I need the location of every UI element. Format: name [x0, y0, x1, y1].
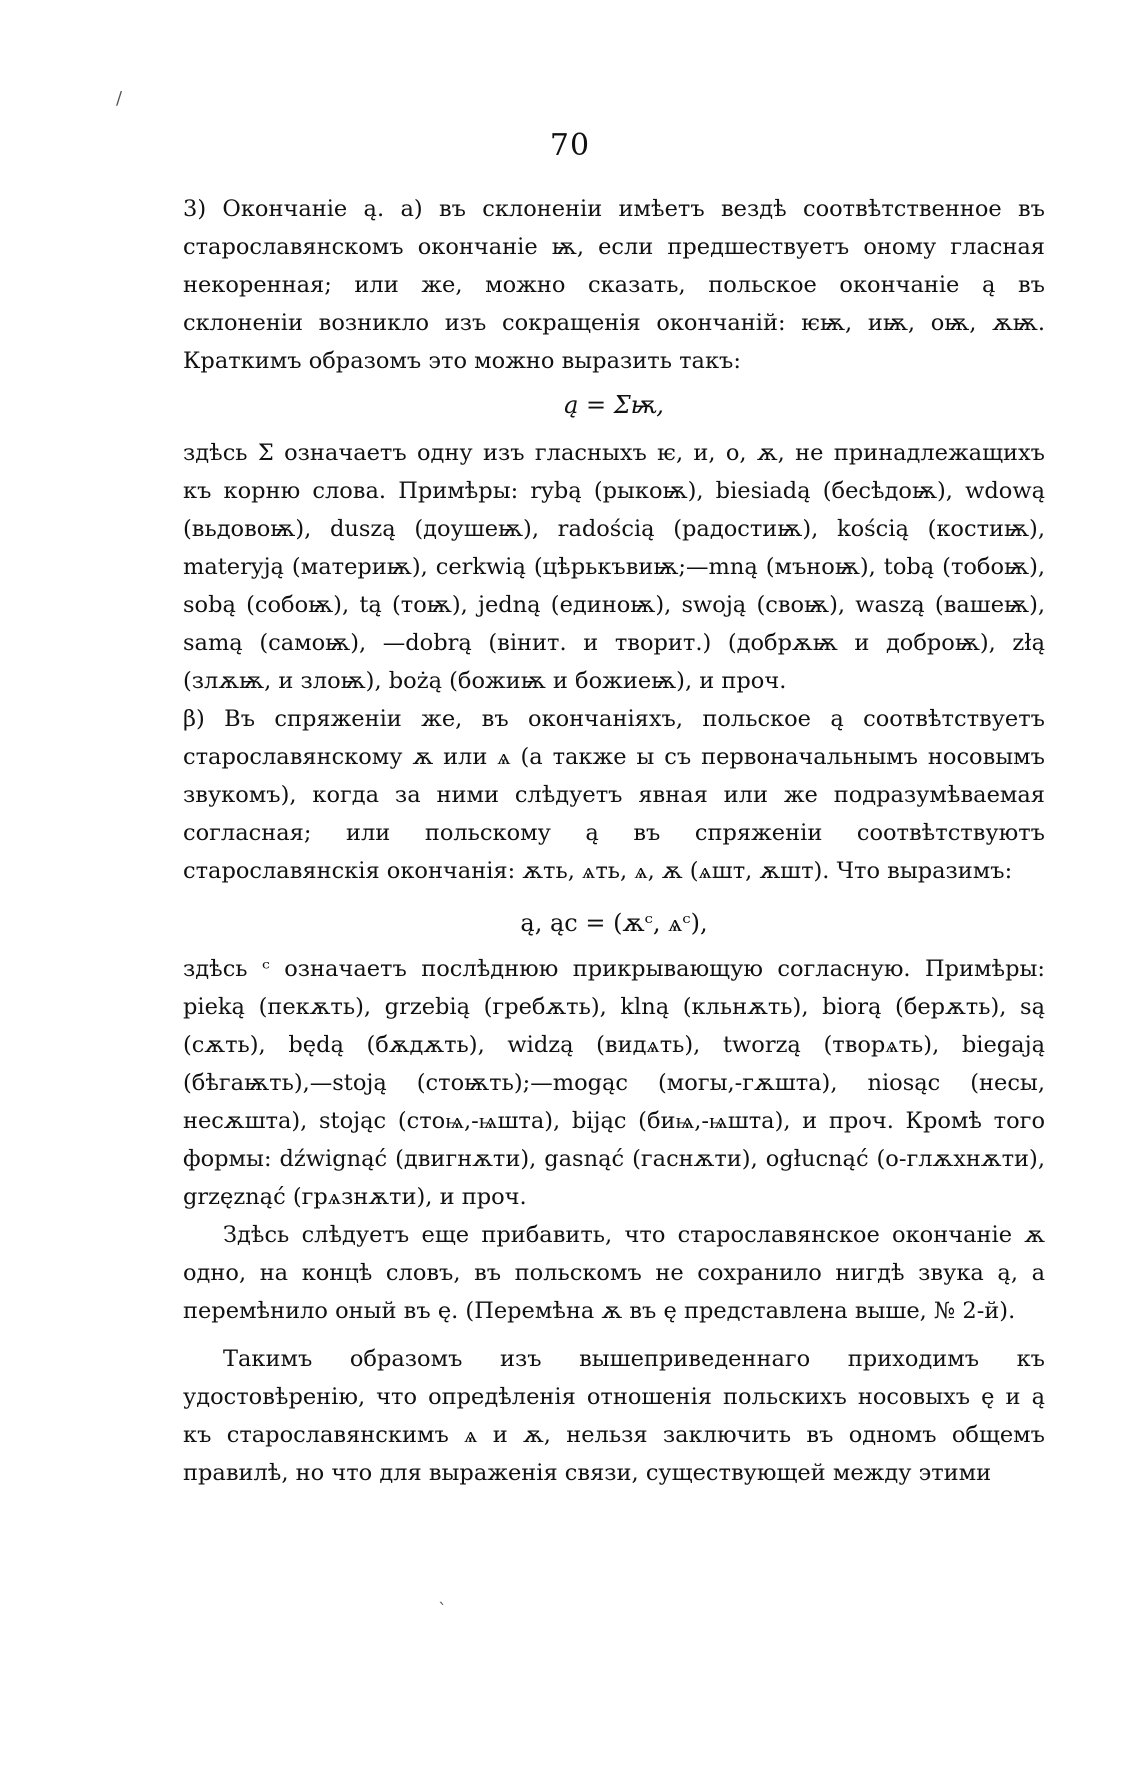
margin-mark: ` — [438, 1600, 447, 1621]
page-number: 70 — [549, 128, 591, 163]
paragraph-conclusion: Такимъ образомъ изъ вышеприведеннаго приходимъ къ удостовѣренію, что опредѣленія отношенія польскихъ носовыхъ ę и ą къ старославянскимъ ѧ и ѫ, нельзя заключить въ одномъ общемъ правилѣ, но что для выраженія связи, существующей между этими — [183, 1346, 1045, 1486]
paragraph-endings-declension: 3) Окончаніе ą. а) въ склоненіи имѣетъ вездѣ соотвѣтственное въ старославянскомъ окончаніе ѭ, если предшествуетъ оному гласная некоренная; или же, можно сказать, польское окончаніе ą въ склоненіи возникло изъ сокращенія окончаній: ѥѭ, иѭ, оѭ, ѫѭ. Краткимъ образомъ это можно выразить такъ: — [183, 196, 1045, 374]
paragraph-addendum: Здѣсь слѣдуетъ еще прибавить, что старославянское окончаніе ѫ одно, на концѣ словъ, въ польскомъ не сохранило нигдѣ звука ą, а перемѣнило оный въ ę. (Перемѣна ѫ въ ę представлена выше, № 2-й). — [183, 1222, 1045, 1324]
paragraph-conjugation: β) Въ спряженіи же, въ окончаніяхъ, польское ą соотвѣтствуетъ старославянскому ѫ или ѧ (а также ы съ первоначальнымъ носовымъ звукомъ), когда за ними слѣдуетъ явная или же подразумѣваемая согласная; или польскому ą въ спряженіи соотвѣтствуютъ старославянскія окончанія: ѫть, ѧть, ѧ, ѫ (ѧшт, ѫшт). Что выразимъ: — [183, 706, 1045, 884]
margin-mark: / — [116, 88, 123, 109]
formula-conjugation: ą, ąc = (ѫᶜ, ѧᶜ), — [520, 909, 708, 937]
paragraph-conjugation-examples: здѣсь ᶜ означаетъ послѣднюю прикрывающую согласную. Примѣры: pieką (пекѫть), grzebią (гребѫть), klną (кльнѫть), biorą (берѫть), są (сѫть), będą (бѫдѫть), widzą (видѧть), tworzą (творѧть), biegają (бѣгаѭть),—stoją (стоѭть);—mogąc (могы,-гѫшта), niosąc (несы, несѫшта), stojąc (стоѩ,-ѩшта), bijąc (биѩ,-ѩшта), и проч. Кромѣ того формы: dźwignąć (двигнѫти), gasnąć (гаснѫти), ogłucnąć (о-глѫхнѫти), grzęznąć (грѧзнѫти), и проч. — [183, 956, 1045, 1210]
paragraph-declension-examples: здѣсь Σ означаетъ одну изъ гласныхъ ѥ, и, о, ѫ, не принадлежащихъ къ корню слова. Примѣры: rybą (рыкоѭ), biesiadą (бесѣдоѭ), wdową (вьдовоѭ), duszą (доушеѭ), radością (радостиѭ), kością (костиѭ), materyją (материѭ), cerkwią (цѣрькъвиѭ;—mną (мъноѭ), tobą (тобоѭ), sobą (собоѭ), tą (тоѭ), jedną (единоѭ), swoją (своѭ), waszą (вашеѭ), samą (самоѭ), —dobrą (вінит. и творит.) (добрѫѭ и доброѭ), złą (злѫѭ, и злоѭ), bożą (божиѭ и божиеѭ), и проч. — [183, 440, 1045, 694]
formula-declension: ą = Σѭ, — [564, 391, 664, 419]
body-text — [183, 190, 1045, 1492]
